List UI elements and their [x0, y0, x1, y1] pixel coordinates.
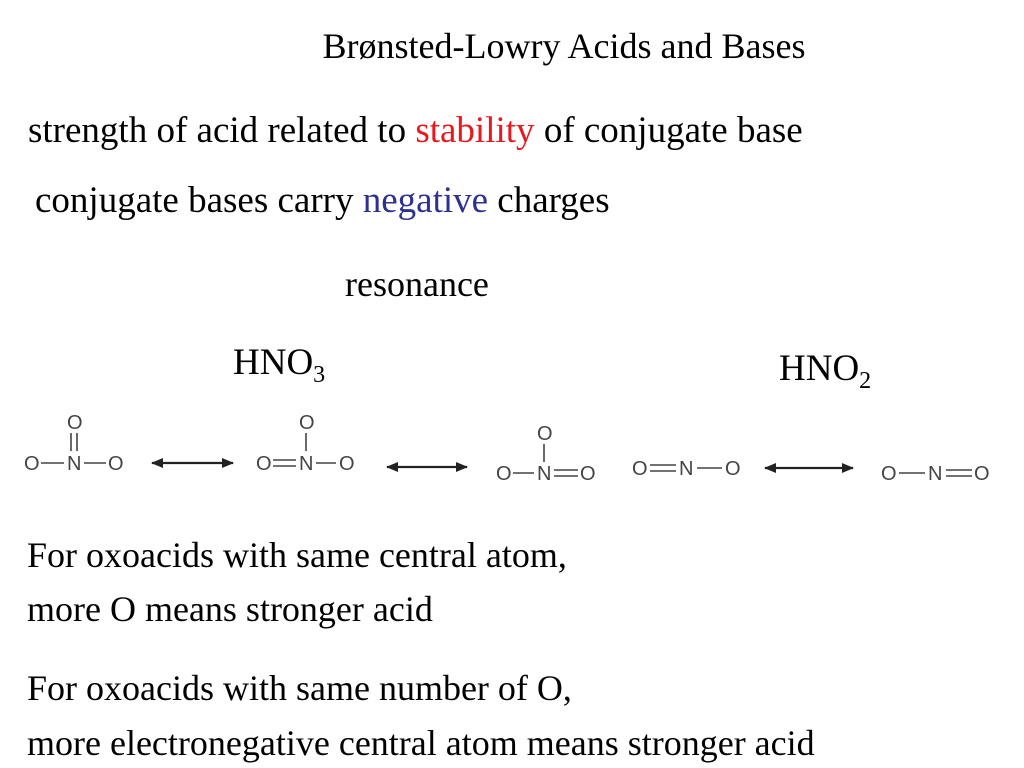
hno3-label	[233, 342, 326, 388]
nitrite-resonance-structure-2	[881, 463, 990, 485]
nitrate-resonance-structure-1	[24, 412, 124, 475]
acid-strength-statement	[28, 112, 803, 149]
formula-subscript: 2	[859, 368, 872, 394]
rule-same-oxygen-count-line2: more electronegative central atom means stronger acid	[27, 723, 815, 763]
oxygen-atom: O	[299, 412, 315, 434]
oxygen-atom: O	[339, 453, 355, 475]
nitrogen-atom: N	[537, 463, 552, 485]
oxygen-atom: O	[632, 458, 648, 480]
hno2-label	[779, 348, 872, 394]
oxygen-atom: O	[256, 453, 272, 475]
nitrogen-atom: N	[928, 463, 943, 485]
slide-title: Brønsted-Lowry Acids and Bases	[322, 26, 806, 66]
oxygen-atom: O	[725, 458, 741, 480]
statement-text: charges	[488, 180, 610, 221]
formula-base: HNO	[779, 348, 860, 389]
nitrate-resonance-structure-3	[496, 423, 596, 485]
oxygen-atom: O	[881, 463, 897, 485]
statement-text: strength of acid related to	[28, 110, 416, 151]
nitrogen-atom: N	[679, 458, 694, 480]
oxygen-atom: O	[580, 463, 596, 485]
nitrogen-atom: N	[299, 453, 314, 475]
oxygen-atom: O	[108, 453, 124, 475]
statement-text: conjugate bases carry	[35, 180, 363, 221]
resonance-structures-diagram	[0, 400, 1024, 500]
conjugate-base-statement	[35, 182, 610, 219]
oxygen-atom: O	[67, 412, 83, 434]
stability-highlight: stability	[415, 110, 535, 151]
rule-same-central-atom-line1: For oxoacids with same central atom,	[27, 535, 567, 575]
rule-same-central-atom-line2: more O means stronger acid	[27, 589, 433, 629]
nitrate-resonance-structure-2	[256, 412, 355, 475]
statement-text: of conjugate base	[534, 110, 803, 151]
rule-same-oxygen-count-line1: For oxoacids with same number of O,	[27, 668, 572, 708]
resonance-label: resonance	[345, 264, 489, 304]
negative-highlight: negative	[362, 180, 489, 221]
formula-base: HNO	[233, 342, 314, 383]
nitrogen-atom: N	[67, 453, 82, 475]
oxygen-atom: O	[974, 463, 990, 485]
oxygen-atom: O	[537, 423, 553, 445]
oxygen-atom: O	[496, 463, 512, 485]
oxygen-atom: O	[24, 453, 40, 475]
formula-subscript: 3	[313, 362, 326, 388]
nitrite-resonance-structure-1	[632, 458, 741, 480]
